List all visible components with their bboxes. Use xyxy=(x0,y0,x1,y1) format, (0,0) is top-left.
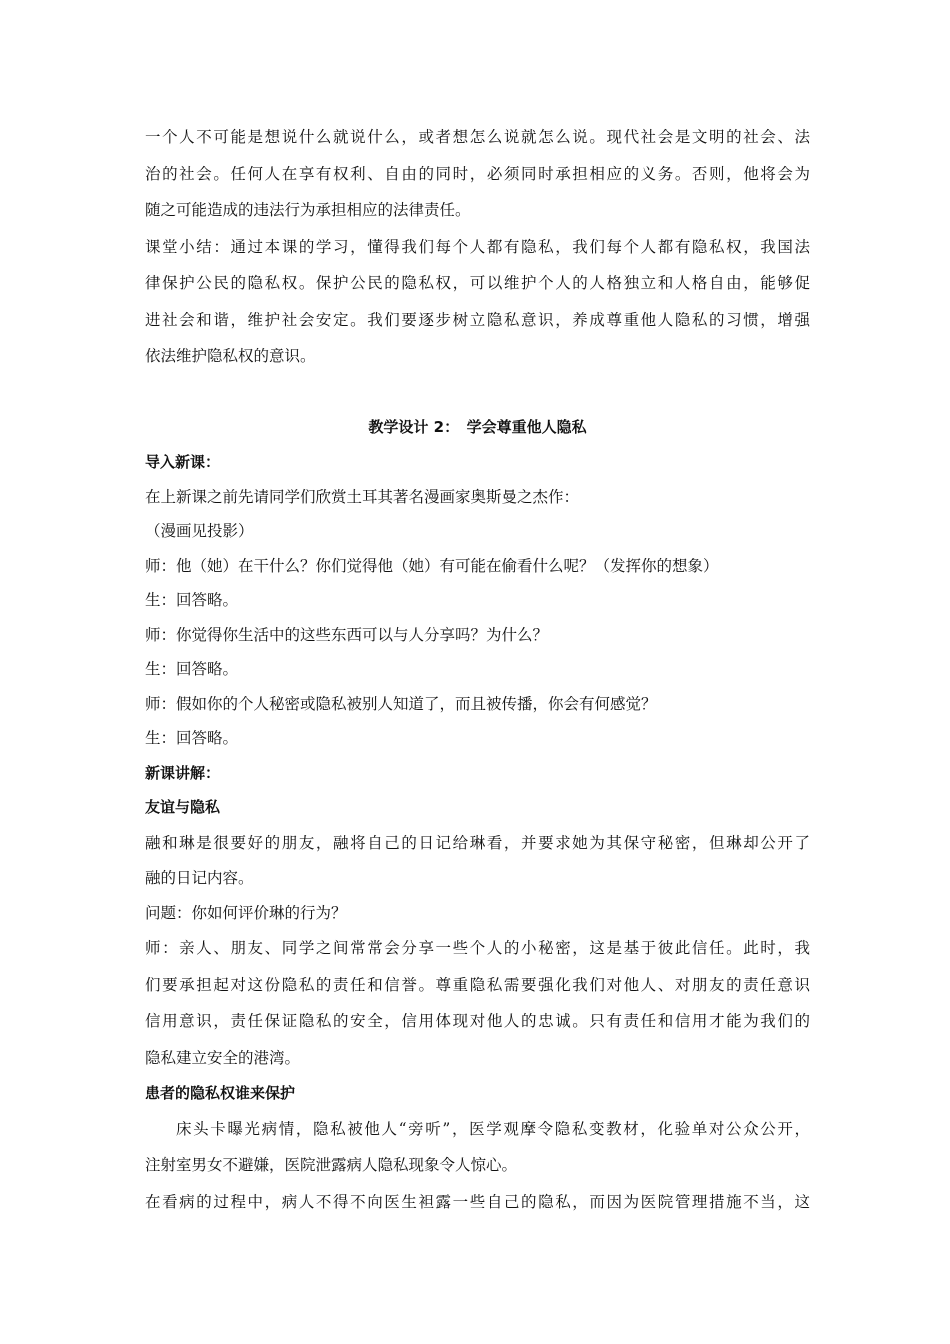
text-line: 融和琳是很要好的朋友，融将自己的日记给琳看，并要求她为其保守秘密，但琳却公开了 xyxy=(145,833,810,852)
text-line: 生：回答略。 xyxy=(145,591,239,609)
text-line: 师：假如你的个人秘密或隐私被别人知道了，而且被传播，你会有何感觉？ xyxy=(145,694,657,713)
page-content xyxy=(145,119,810,1220)
spacer xyxy=(145,375,810,409)
lecture-heading: 新课讲解： xyxy=(145,763,221,782)
text-line: 在上新课之前先请同学们欣赏土耳其著名漫画家奥斯曼之杰作： xyxy=(145,487,580,506)
paragraph-freedom-duty xyxy=(145,119,810,229)
text-line: 律保护公民的隐私权。保护公民的隐私权，可以维护个人的人格独立和人格自由，能够促 xyxy=(145,274,810,292)
text-line: 们要承担起对这份隐私的责任和信誉。尊重隐私需要强化我们对他人、对朋友的责任意识 xyxy=(145,975,810,994)
text-line: 一个人不可能是想说什么就说什么，或者想怎么说就怎么说。现代社会是文明的社会、法 xyxy=(145,128,810,146)
text-line: 师：他（她）在干什么？你们觉得他（她）有可能在偷看什么呢？（发挥你的想象） xyxy=(145,556,719,575)
text-line: 信用意识，责任保证隐私的安全，信用体现对他人的忠诚。只有责任和信用才能为我们的 xyxy=(145,1012,810,1030)
text-line: 课堂小结：通过本课的学习，懂得我们每个人都有隐私，我们每个人都有隐私权，我国法 xyxy=(145,237,810,256)
text-line: 治的社会。任何人在享有权利、自由的同时，必须同时承担相应的义务。否则，他将会为 xyxy=(145,164,810,183)
text-line: 师：亲人、朋友、同学之间常常会分享一些个人的小秘密，这是基于彼此信任。此时，我 xyxy=(145,939,810,957)
text-line: 问题：你如何评价琳的行为？ xyxy=(145,903,347,922)
text-line: 依法维护隐私权的意识。 xyxy=(145,347,316,365)
friendship-heading: 友谊与隐私 xyxy=(145,798,221,816)
intro-section xyxy=(145,445,810,756)
lecture-section xyxy=(145,756,810,1221)
text-line: 进社会和谐，维护社会安定。我们要逐步树立隐私意识，养成尊重他人隐私的习惯，增强 xyxy=(145,310,810,329)
text-line: 在看病的过程中，病人不得不向医生袒露一些自己的隐私，而因为医院管理措施不当，这 xyxy=(145,1192,810,1211)
patient-heading: 患者的隐私权谁来保护 xyxy=(145,1084,296,1102)
text-line: 随之可能造成的违法行为承担相应的法律责任。 xyxy=(145,201,471,219)
design-title: 教学设计 2： 学会尊重他人隐私 xyxy=(368,417,587,436)
text-line: 隐私建立安全的港湾。 xyxy=(145,1048,301,1067)
text-line: （漫画见投影） xyxy=(145,522,254,540)
class-summary xyxy=(145,229,810,375)
text-line: 床头卡曝光病情，隐私被他人“旁听”，医学观摩令隐私变教材，化验单对公众公开， xyxy=(176,1119,810,1138)
text-line: 注射室男女不避嫌，医院泄露病人隐私现象令人惊心。 xyxy=(145,1156,518,1174)
text-line: 生：回答略。 xyxy=(145,729,239,747)
text-line: 生：回答略。 xyxy=(145,660,239,678)
intro-heading: 导入新课： xyxy=(145,453,221,471)
text-line: 融的日记内容。 xyxy=(145,869,254,887)
text-line: 师：你觉得你生活中的这些东西可以与人分享吗？为什么？ xyxy=(145,625,549,644)
